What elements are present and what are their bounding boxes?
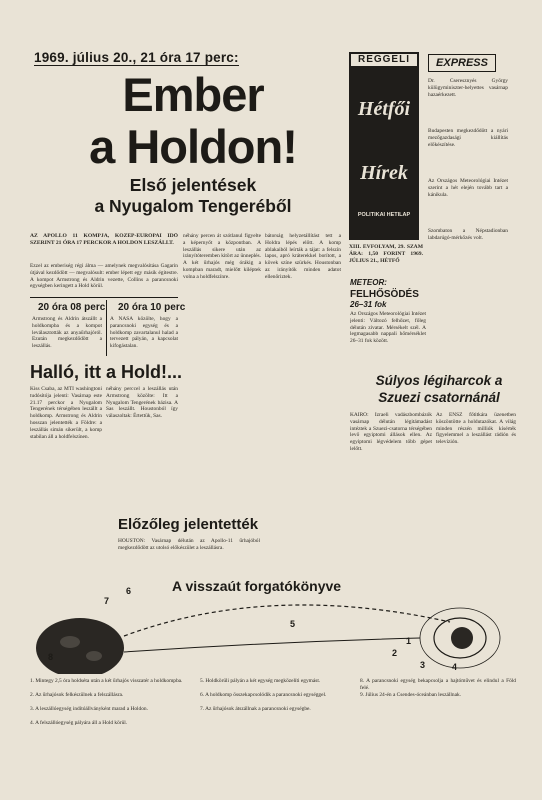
- diagram-caption: 4. A felszállóegység pályára áll a Hold körül.: [30, 720, 128, 726]
- diagram-step-8: 8: [48, 652, 54, 662]
- article-column-right2: Az ENSZ főtitkára üzenetben köszöntötte a holdutazókat. A világ minden részén milliók kísérték figyelemmel a leszállást rádión és televízión.: [436, 412, 516, 446]
- diagram-caption: 1. Mintegy 2,5 óra holdséta után a két űrhajós visszatér a holdkompba.: [30, 678, 183, 684]
- express-list: [428, 78, 508, 274]
- dateline: 1969. július 20., 21 óra 17 perc:: [34, 50, 239, 65]
- lead-caps: AZ APOLLO 11 KOMPJA, KÖZÉP-EURÓPAI IDŐ SZERINT 21 ÓRA 17 PERCKOR A HOLDON LESZÁLLT.: [30, 233, 178, 246]
- diagram-caption: 5. Holdkörüli pályán a két egység megközelíti egymást.: [200, 678, 321, 684]
- meteo-body: Az Országos Meteorológiai Intézet jelenti: Változó felhőzet, főleg délután zivatar. Mérsékelt szél. A legmagasabb nappali hőmérséklet 26–31 fok között.: [350, 311, 426, 345]
- time-box-title-2: 20 óra 10 perc: [118, 302, 186, 313]
- lead-rule: [30, 297, 178, 298]
- diagram-title: A visszaút forgatókönyve: [172, 578, 342, 594]
- diagram-caption: 2. Az űrhajósok felkészülnek a felszállásra.: [30, 692, 124, 698]
- time-box-body-1: Armstrong és Aldrin átszállt a holdkompba és a kompot leválasztották az anyaűrhajóról. Ezután megkezdődött a leszállás.: [32, 316, 102, 350]
- article-column-mid2: bátorság helyzetállítást tett a Holdra lépés előtt. A komp ablakaiból leírták a tájat: a felszín lapos, apró kráterekkel borított, a kövek színe szürkés. Houstonban az irányítók minden adatot ellenőriztek.: [265, 233, 341, 280]
- diagram-step-4: 4: [452, 662, 458, 672]
- meteo-title: FELHŐSÖDÉS: [350, 289, 419, 300]
- diagram-caption: 6. A holdkomp összekapcsolódik a parancsnoki egységgel.: [200, 692, 327, 698]
- diagram-step-1: 1: [406, 636, 412, 646]
- article-column-left2: néhány perccel a leszállás után Armstrong közölte: Itt a Nyugalom Tengerének bázisa. A Sas leszállt. Houstonból így válaszoltak: Értettük, Sas.: [106, 386, 178, 420]
- diagram-captions-left: [30, 678, 190, 734]
- diagram-step-3: 3: [420, 660, 426, 670]
- article-column-mid: néhány percen át szótlanul figyelte a képernyőt a központban. A leszállás sikere után az irányítóteremben kitört az ünneplés. A két űrhajós még órákig a kompban maradt, mielőtt kiléptek volna a holdfelszínre.: [183, 233, 261, 280]
- diagram-captions-right: [360, 678, 516, 706]
- time-box-title-1: 20 óra 08 perc: [38, 302, 106, 313]
- moon-shape: [36, 618, 124, 674]
- masthead-word-1: Hétfői: [357, 98, 411, 120]
- meteo-box: [350, 278, 426, 362]
- masthead-sub: POLITIKAI HETILAP: [357, 212, 411, 218]
- diagram-step-2: 2: [392, 648, 398, 658]
- trajectory-path: [124, 605, 450, 636]
- earth-shape: [451, 627, 473, 649]
- diagram-caption: 3. A leszállóegység indítóállványként marad a Holdon.: [30, 706, 148, 712]
- lead-body: Ezzel az emberiség régi álma — amelynek megvalósítása Gagarin útjával kezdődött — megvalósult: ember lépett egy másik égitestre. A kompot Armstrong és Aldrin vezette, Collins a parancsnoki egységben keringett a Hold körül.: [30, 263, 178, 290]
- express-item-2: Budapesten megkezdődött a nyári mezőgazdasági kiállítás előkészítése.: [428, 128, 508, 148]
- diagram-caption: 7. Az űrhajósok átszállnak a parancsnoki egységbe.: [200, 706, 311, 712]
- diagram-captions-mid: [200, 678, 350, 720]
- subhead-line-1: Első jelentések: [129, 175, 257, 195]
- hallo-title: Halló, itt a Hold!...: [30, 362, 182, 382]
- diagram-caption: 9. Július 24-én a Csendes-óceánban leszállnak.: [360, 692, 462, 698]
- express-item-1: Dr. Cseresznyés György külügyminiszter-helyettes vasárnap hazaérkezett.: [428, 78, 508, 98]
- diagram-step-5: 5: [290, 619, 296, 629]
- crater-shape: [60, 636, 80, 648]
- time-box-divider: [106, 300, 107, 356]
- crater-shape: [86, 651, 102, 661]
- headline-line-2: a Holdon!: [89, 120, 297, 173]
- express-item-3: Az Országos Meteorológiai Intézet szerint a hét elején tovább tart a kánikula.: [428, 178, 508, 198]
- time-box-body-2: A NASA közölte, hogy a parancsnoki egység és a holdkomp zavartalanul halad a tervezett pályán, a kapcsolat kifogástalan.: [110, 316, 178, 350]
- diagram-step-6: 6: [126, 586, 132, 596]
- elozoleg-title: Előzőleg jelentették: [118, 516, 259, 533]
- diagram-caption: 8. A parancsnoki egység bekapcsolja a hajtóművet és elindul a Föld felé.: [360, 678, 516, 691]
- headline-line-1: Ember: [122, 68, 264, 121]
- meteo-label: METEOR:: [350, 278, 387, 287]
- elozoleg-body: HOUSTON: Vasárnap délután az Apollo-11 űrhajóból megkezdődött az utolsó előkészület a leszállásra.: [118, 538, 260, 551]
- express-label: EXPRESS: [428, 54, 496, 72]
- express-item-4: Szombaton a Népstadionban labdarúgó-mérkőzés volt.: [428, 228, 508, 241]
- masthead-issue: XIII. ÉVFOLYAM, 29. SZÁM ÁRA: 1,50 FORINT 1969. JÚLIUS 21., HÉTFŐ: [349, 244, 423, 264]
- masthead-top: REGGELI: [351, 54, 417, 66]
- masthead: [349, 52, 423, 312]
- diagram-step-7: 7: [104, 596, 110, 606]
- trajectory-path: [124, 638, 420, 652]
- sulyos-body: KAIRO: Izraeli vadászbombázók vasárnap délután légitámadást intéztek a Szuezi-csatorna térségében levő egyiptomi állások ellen. Az egyiptomi légvédelem több gépet lelőtt.: [350, 412, 432, 452]
- return-trajectory-diagram: [30, 592, 516, 674]
- hallo-body: Kiss Csaba, az MTI washingtoni tudósítója jelenti: Vasárnap este 21.17 perckor a Nyugalom Tengerének térségében leszállt a holdkomp. Armstrong és Aldrin hosszan jelentették a Földre: a leszállás simán sikerült, a komp stabilan áll a holdfelszínen.: [30, 386, 102, 440]
- masthead-box: [349, 52, 419, 240]
- subhead-line-2: a Nyugalom Tengeréből: [94, 196, 292, 216]
- meteo-temp: 26–31 fok: [350, 300, 387, 309]
- sulyos-title: Súlyos légiharcok a Szuezi csatornánál: [375, 373, 503, 405]
- masthead-word-2: Hírek: [360, 162, 408, 184]
